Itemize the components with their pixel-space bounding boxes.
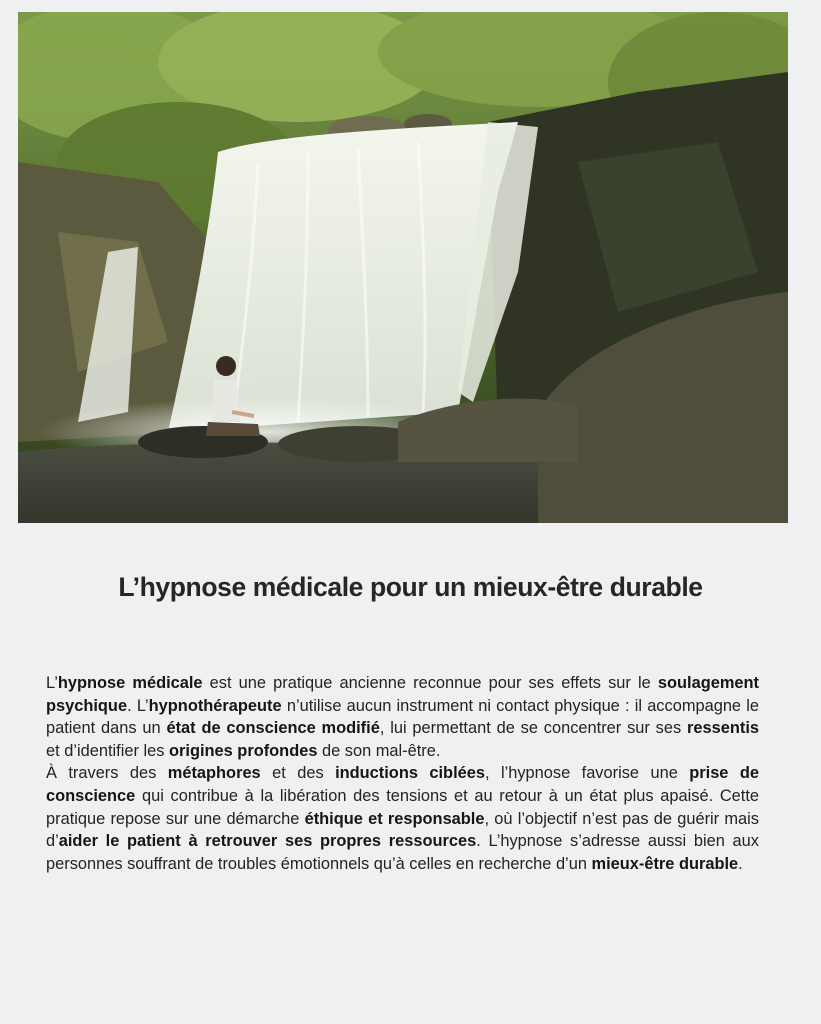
page-title: L’hypnose médicale pour un mieux-être durable [118,572,703,602]
body-text-run: qui contribue à la libération des tensions et au retour à un état plus apaisé. Cette pratique repose sur une démarche [46,786,759,828]
emphasis-text: hypnothérapeute [148,696,282,715]
hero-photo [18,12,788,523]
emphasis-text: état de conscience modifié [166,719,380,738]
body-text-run: , l’hypnose favorise une [484,764,690,783]
emphasis-text: hypnose médicale [57,674,203,692]
body-text-run: . L’hypnose s’adresse aussi bien aux personnes souffrant de troubles émotionnels qu’à celles en recherche d’un [46,832,759,873]
body-text-run: et d’identifier les [46,741,169,760]
body-text-run: . L’ [127,696,149,715]
emphasis-text: prise de conscience [46,764,759,805]
body-text-run: n’utilise aucun instrument ni contact physique : il accompagne le patient dans un [46,696,759,738]
body-text-run: , lui permettant de se concentrer sur ses [379,719,688,738]
waterfall-illustration [18,12,788,523]
emphasis-text: aider le patient à retrouver ses propres ressources [58,832,477,851]
emphasis-text: origines profondes [169,741,318,760]
body-text-run: et des [260,764,336,783]
article-paragraph-2 [46,762,759,875]
emphasis-text: ressentis [687,719,759,738]
body-text-run: . [738,854,743,873]
body-text-run: L’ [46,674,58,692]
article-body [46,672,759,875]
emphasis-text: inductions ciblées [335,764,485,783]
body-text-run: À travers des [46,764,168,783]
body-text-run: est une pratique ancienne reconnue pour ses effets sur le [202,674,658,692]
body-text-run: de son mal-être. [317,741,441,760]
emphasis-text: éthique et responsable [304,809,485,828]
body-text-run: , où l’objectif n’est pas de guérir mais d’ [46,809,759,851]
emphasis-text: métaphores [167,764,261,783]
article-paragraph-1 [46,672,759,762]
emphasis-text: mieux-être durable [591,854,739,873]
emphasis-text: soulagement psychique [46,674,760,715]
